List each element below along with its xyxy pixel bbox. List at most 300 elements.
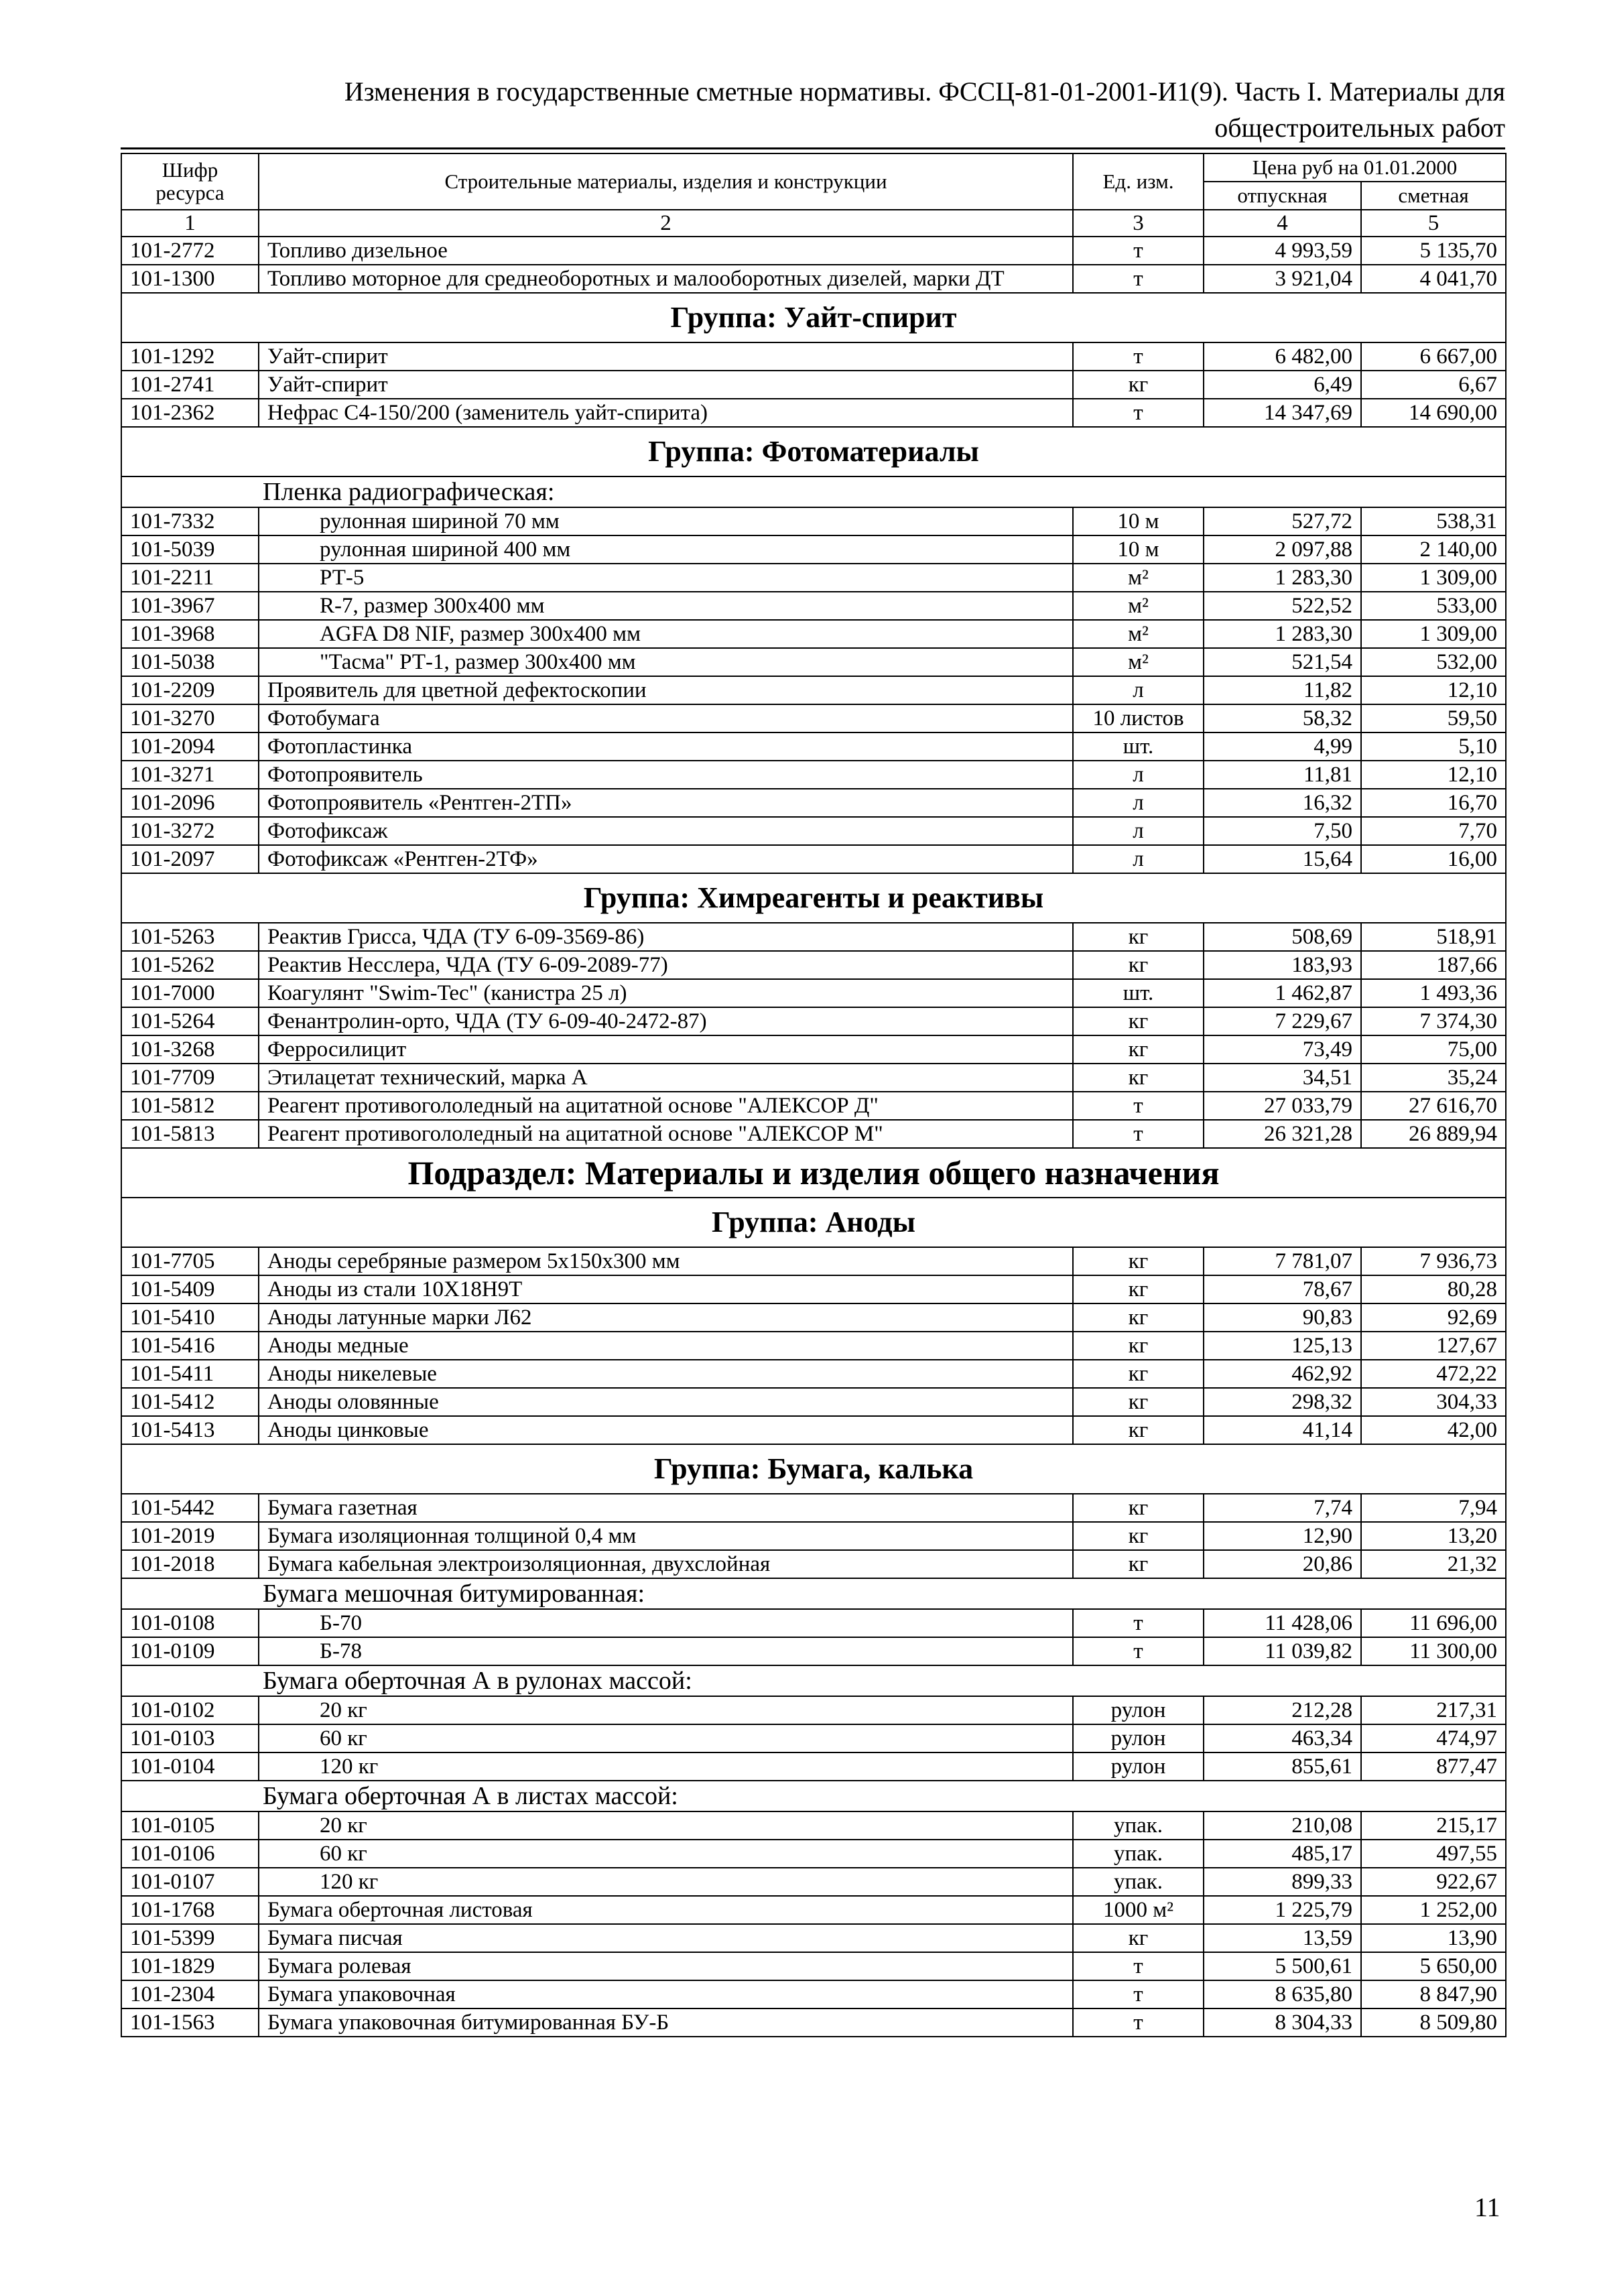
material-name: Уайт-спирит	[259, 371, 1073, 399]
table-row	[121, 1896, 1506, 1924]
unit-cell: кг	[1073, 1303, 1204, 1332]
subheading-text: Бумага оберточная А в листах массой:	[121, 1781, 1506, 1811]
group-row	[121, 873, 1506, 923]
table-row	[121, 789, 1506, 817]
material-name: Ферросилицит	[259, 1035, 1073, 1064]
estimate-price: 497,55	[1361, 1840, 1506, 1868]
release-price: 11,81	[1204, 761, 1361, 789]
unit-cell: кг	[1073, 1388, 1204, 1416]
material-name: Аноды цинковые	[259, 1416, 1073, 1444]
unit-cell: т	[1073, 342, 1204, 371]
release-price: 8 304,33	[1204, 2008, 1361, 2037]
estimate-price: 1 493,36	[1361, 979, 1506, 1007]
material-name: Б-78	[259, 1637, 1073, 1665]
estimate-price: 8 847,90	[1361, 1980, 1506, 2008]
release-price: 527,72	[1204, 507, 1361, 535]
unit-cell: т	[1073, 265, 1204, 293]
estimate-price: 8 509,80	[1361, 2008, 1506, 2037]
estimate-price: 7 936,73	[1361, 1247, 1506, 1275]
resource-code: 101-2018	[121, 1550, 259, 1578]
table-row	[121, 1980, 1506, 2008]
unit-cell: упак.	[1073, 1811, 1204, 1840]
group-row	[121, 1444, 1506, 1494]
release-price: 16,32	[1204, 789, 1361, 817]
release-price: 11,82	[1204, 676, 1361, 704]
release-price: 20,86	[1204, 1550, 1361, 1578]
material-name: Этилацетат технический, марка А	[259, 1064, 1073, 1092]
material-name: Реагент противогололедный на ацитатной основе "АЛЕКСОР М"	[259, 1120, 1073, 1148]
table-row	[121, 1811, 1506, 1840]
release-price: 13,59	[1204, 1924, 1361, 1952]
table-row	[121, 592, 1506, 620]
resource-code: 101-7705	[121, 1247, 259, 1275]
estimate-price: 7 374,30	[1361, 1007, 1506, 1035]
release-price: 4,99	[1204, 732, 1361, 761]
resource-code: 101-5262	[121, 951, 259, 979]
release-price: 8 635,80	[1204, 1980, 1361, 2008]
estimate-price: 2 140,00	[1361, 535, 1506, 564]
material-name: Аноды из стали 10Х18Н9Т	[259, 1275, 1073, 1303]
resource-code: 101-7000	[121, 979, 259, 1007]
material-name: Б-70	[259, 1609, 1073, 1637]
unit-cell: л	[1073, 817, 1204, 845]
material-name: Аноды медные	[259, 1332, 1073, 1360]
resource-code: 101-3268	[121, 1035, 259, 1064]
release-price: 1 225,79	[1204, 1896, 1361, 1924]
release-price: 73,49	[1204, 1035, 1361, 1064]
release-price: 521,54	[1204, 648, 1361, 676]
release-price: 4 993,59	[1204, 237, 1361, 265]
material-name: Бумага писчая	[259, 1924, 1073, 1952]
estimate-price: 92,69	[1361, 1303, 1506, 1332]
resource-code: 101-1768	[121, 1896, 259, 1924]
table-row	[121, 1388, 1506, 1416]
table-row	[121, 1275, 1506, 1303]
release-price: 3 921,04	[1204, 265, 1361, 293]
release-price: 1 462,87	[1204, 979, 1361, 1007]
unit-cell: т	[1073, 1637, 1204, 1665]
material-name: Аноды серебряные размером 5х150х300 мм	[259, 1247, 1073, 1275]
table-row	[121, 1303, 1506, 1332]
release-price: 41,14	[1204, 1416, 1361, 1444]
release-price: 14 347,69	[1204, 399, 1361, 427]
col-number: 1	[121, 210, 259, 237]
unit-cell: т	[1073, 237, 1204, 265]
col-header-release: отпускная	[1204, 182, 1361, 210]
estimate-price: 12,10	[1361, 761, 1506, 789]
estimate-price: 35,24	[1361, 1064, 1506, 1092]
estimate-price: 1 309,00	[1361, 620, 1506, 648]
table-row	[121, 620, 1506, 648]
release-price: 27 033,79	[1204, 1092, 1361, 1120]
estimate-price: 80,28	[1361, 1275, 1506, 1303]
resource-code: 101-5813	[121, 1120, 259, 1148]
unit-cell: кг	[1073, 1064, 1204, 1092]
material-name: Аноды латунные марки Л62	[259, 1303, 1073, 1332]
resource-code: 101-2019	[121, 1522, 259, 1550]
resource-code: 101-5264	[121, 1007, 259, 1035]
resource-code: 101-5399	[121, 1924, 259, 1952]
estimate-price: 1 309,00	[1361, 564, 1506, 592]
resource-code: 101-3270	[121, 704, 259, 732]
material-name: Реактив Грисса, ЧДА (ТУ 6-09-3569-86)	[259, 923, 1073, 951]
table-row	[121, 1035, 1506, 1064]
estimate-price: 75,00	[1361, 1035, 1506, 1064]
group-title: Группа: Фотоматериалы	[121, 427, 1506, 476]
subheading-text: Бумага оберточная А в рулонах массой:	[121, 1665, 1506, 1696]
table-row	[121, 1522, 1506, 1550]
table-row	[121, 979, 1506, 1007]
release-price: 508,69	[1204, 923, 1361, 951]
unit-cell: кг	[1073, 1035, 1204, 1064]
group-row	[121, 427, 1506, 476]
table-row	[121, 265, 1506, 293]
estimate-price: 1 252,00	[1361, 1896, 1506, 1924]
table-body	[121, 237, 1506, 2037]
release-price: 485,17	[1204, 1840, 1361, 1868]
material-name: Бумага изоляционная толщиной 0,4 мм	[259, 1522, 1073, 1550]
column-number-row	[121, 210, 1506, 237]
material-name: Уайт-спирит	[259, 342, 1073, 371]
header-rule	[121, 147, 1505, 149]
table-row	[121, 1360, 1506, 1388]
release-price: 462,92	[1204, 1360, 1361, 1388]
release-price: 855,61	[1204, 1752, 1361, 1781]
resource-code: 101-0106	[121, 1840, 259, 1868]
estimate-price: 217,31	[1361, 1696, 1506, 1724]
unit-cell: кг	[1073, 1332, 1204, 1360]
release-price: 12,90	[1204, 1522, 1361, 1550]
material-name: AGFA D8 NIF, размер 300х400 мм	[259, 620, 1073, 648]
resource-code: 101-2741	[121, 371, 259, 399]
header-line-2: общестроительных работ	[1214, 113, 1505, 143]
estimate-price: 187,66	[1361, 951, 1506, 979]
estimate-price: 7,70	[1361, 817, 1506, 845]
table-row	[121, 1724, 1506, 1752]
release-price: 212,28	[1204, 1696, 1361, 1724]
col-header-price: Цена руб на 01.01.2000	[1204, 153, 1506, 182]
resource-code: 101-5411	[121, 1360, 259, 1388]
page-header	[121, 74, 1505, 146]
unit-cell: кг	[1073, 1924, 1204, 1952]
group-title: Группа: Бумага, калька	[121, 1444, 1506, 1494]
resource-code: 101-5812	[121, 1092, 259, 1120]
table-row	[121, 1609, 1506, 1637]
release-price: 7 229,67	[1204, 1007, 1361, 1035]
table-row	[121, 761, 1506, 789]
release-price: 58,32	[1204, 704, 1361, 732]
release-price: 298,32	[1204, 1388, 1361, 1416]
estimate-price: 533,00	[1361, 592, 1506, 620]
unit-cell: кг	[1073, 1007, 1204, 1035]
material-name: 60 кг	[259, 1840, 1073, 1868]
unit-cell: т	[1073, 1980, 1204, 2008]
subheading-row	[121, 476, 1506, 507]
resource-code: 101-0107	[121, 1868, 259, 1896]
release-price: 463,34	[1204, 1724, 1361, 1752]
release-price: 78,67	[1204, 1275, 1361, 1303]
table-row	[121, 1752, 1506, 1781]
material-name: Фотопроявитель «Рентген-2ТП»	[259, 789, 1073, 817]
estimate-price: 13,90	[1361, 1924, 1506, 1952]
estimate-price: 5,10	[1361, 732, 1506, 761]
material-name: Бумага ролевая	[259, 1952, 1073, 1980]
unit-cell: т	[1073, 1092, 1204, 1120]
col-number: 2	[259, 210, 1073, 237]
subheading-row	[121, 1665, 1506, 1696]
estimate-price: 27 616,70	[1361, 1092, 1506, 1120]
material-name: Коагулянт "Swim-Tec" (канистра 25 л)	[259, 979, 1073, 1007]
table-row	[121, 1868, 1506, 1896]
unit-cell: рулон	[1073, 1752, 1204, 1781]
material-name: Топливо моторное для среднеоборотных и малооборотных дизелей, марки ДТ	[259, 265, 1073, 293]
col-header-estimate: сметная	[1361, 182, 1506, 210]
resource-code: 101-2094	[121, 732, 259, 761]
material-name: Фотофиксаж «Рентген-2ТФ»	[259, 845, 1073, 873]
resource-code: 101-3271	[121, 761, 259, 789]
unit-cell: шт.	[1073, 732, 1204, 761]
col-header-code: Шифр ресурса	[121, 153, 259, 210]
material-name: РТ-5	[259, 564, 1073, 592]
release-price: 899,33	[1204, 1868, 1361, 1896]
table-row	[121, 817, 1506, 845]
col-header-unit: Ед. изм.	[1073, 153, 1204, 210]
resource-code: 101-7709	[121, 1064, 259, 1092]
estimate-price: 7,94	[1361, 1494, 1506, 1522]
table-row	[121, 2008, 1506, 2037]
release-price: 26 321,28	[1204, 1120, 1361, 1148]
material-name: Бумага газетная	[259, 1494, 1073, 1522]
unit-cell: кг	[1073, 371, 1204, 399]
estimate-price: 11 300,00	[1361, 1637, 1506, 1665]
unit-cell: м²	[1073, 648, 1204, 676]
estimate-price: 11 696,00	[1361, 1609, 1506, 1637]
estimate-price: 304,33	[1361, 1388, 1506, 1416]
table-row	[121, 1952, 1506, 1980]
subheading-text: Бумага мешочная битумированная:	[121, 1578, 1506, 1609]
table-row	[121, 342, 1506, 371]
col-number: 4	[1204, 210, 1361, 237]
unit-cell: рулон	[1073, 1696, 1204, 1724]
release-price: 522,52	[1204, 592, 1361, 620]
resource-code: 101-0108	[121, 1609, 259, 1637]
unit-cell: т	[1073, 2008, 1204, 2037]
material-name: R-7, размер 300х400 мм	[259, 592, 1073, 620]
estimate-price: 21,32	[1361, 1550, 1506, 1578]
estimate-price: 16,70	[1361, 789, 1506, 817]
resource-code: 101-5409	[121, 1275, 259, 1303]
unit-cell: м²	[1073, 620, 1204, 648]
table-row	[121, 1247, 1506, 1275]
estimate-price: 922,67	[1361, 1868, 1506, 1896]
unit-cell: кг	[1073, 1416, 1204, 1444]
table-row	[121, 1494, 1506, 1522]
material-name: Аноды никелевые	[259, 1360, 1073, 1388]
table-row	[121, 1332, 1506, 1360]
resource-code: 101-5442	[121, 1494, 259, 1522]
col-number: 5	[1361, 210, 1506, 237]
estimate-price: 4 041,70	[1361, 265, 1506, 293]
release-price: 34,51	[1204, 1064, 1361, 1092]
resource-code: 101-2304	[121, 1980, 259, 2008]
release-price: 6 482,00	[1204, 342, 1361, 371]
resource-code: 101-5263	[121, 923, 259, 951]
estimate-price: 5 135,70	[1361, 237, 1506, 265]
unit-cell: л	[1073, 789, 1204, 817]
resource-code: 101-0105	[121, 1811, 259, 1840]
estimate-price: 518,91	[1361, 923, 1506, 951]
unit-cell: упак.	[1073, 1868, 1204, 1896]
resource-code: 101-1563	[121, 2008, 259, 2037]
estimate-price: 13,20	[1361, 1522, 1506, 1550]
group-title: Группа: Аноды	[121, 1198, 1506, 1247]
release-price: 5 500,61	[1204, 1952, 1361, 1980]
resource-code: 101-7332	[121, 507, 259, 535]
estimate-price: 6,67	[1361, 371, 1506, 399]
resource-code: 101-2096	[121, 789, 259, 817]
subheading-text: Пленка радиографическая:	[121, 476, 1506, 507]
resource-code: 101-5038	[121, 648, 259, 676]
release-price: 15,64	[1204, 845, 1361, 873]
material-name: Фенантролин-орто, ЧДА (ТУ 6-09-40-2472-87)	[259, 1007, 1073, 1035]
resource-code: 101-2097	[121, 845, 259, 873]
estimate-price: 538,31	[1361, 507, 1506, 535]
unit-cell: кг	[1073, 1275, 1204, 1303]
material-name: Фотофиксаж	[259, 817, 1073, 845]
unit-cell: кг	[1073, 1360, 1204, 1388]
table-row	[121, 535, 1506, 564]
unit-cell: т	[1073, 399, 1204, 427]
table-row	[121, 1416, 1506, 1444]
estimate-price: 6 667,00	[1361, 342, 1506, 371]
unit-cell: 10 м	[1073, 535, 1204, 564]
unit-cell: рулон	[1073, 1724, 1204, 1752]
table-row	[121, 1637, 1506, 1665]
material-name: 120 кг	[259, 1752, 1073, 1781]
resource-code: 101-0109	[121, 1637, 259, 1665]
material-name: Бумага оберточная листовая	[259, 1896, 1073, 1924]
release-price: 6,49	[1204, 371, 1361, 399]
unit-cell: т	[1073, 1609, 1204, 1637]
col-number: 3	[1073, 210, 1204, 237]
unit-cell: 10 м	[1073, 507, 1204, 535]
table-row	[121, 564, 1506, 592]
resource-code: 101-5416	[121, 1332, 259, 1360]
material-name: Реагент противогололедный на ацитатной основе "АЛЕКСОР Д"	[259, 1092, 1073, 1120]
resource-code: 101-5413	[121, 1416, 259, 1444]
release-price: 7,50	[1204, 817, 1361, 845]
table-row	[121, 1924, 1506, 1952]
material-name: Реактив Несслера, ЧДА (ТУ 6-09-2089-77)	[259, 951, 1073, 979]
material-name: Нефрас С4-150/200 (заменитель уайт-спирита)	[259, 399, 1073, 427]
estimate-price: 5 650,00	[1361, 1952, 1506, 1980]
table-head	[121, 153, 1506, 237]
unit-cell: т	[1073, 1952, 1204, 1980]
price-table	[121, 153, 1507, 2037]
table-row	[121, 845, 1506, 873]
unit-cell: л	[1073, 845, 1204, 873]
material-name: Бумага кабельная электроизоляционная, двухслойная	[259, 1550, 1073, 1578]
table-row	[121, 507, 1506, 535]
estimate-price: 474,97	[1361, 1724, 1506, 1752]
table-row	[121, 648, 1506, 676]
estimate-price: 16,00	[1361, 845, 1506, 873]
group-title: Группа: Химреагенты и реактивы	[121, 873, 1506, 923]
table-row	[121, 371, 1506, 399]
material-name: 20 кг	[259, 1811, 1073, 1840]
release-price: 210,08	[1204, 1811, 1361, 1840]
subsection-row	[121, 1148, 1506, 1198]
resource-code: 101-2211	[121, 564, 259, 592]
release-price: 11 428,06	[1204, 1609, 1361, 1637]
estimate-price: 127,67	[1361, 1332, 1506, 1360]
unit-cell: т	[1073, 1120, 1204, 1148]
estimate-price: 215,17	[1361, 1811, 1506, 1840]
resource-code: 101-5410	[121, 1303, 259, 1332]
resource-code: 101-5039	[121, 535, 259, 564]
header-line-1: Изменения в государственные сметные нормативы. ФССЦ-81-01-2001-И1(9). Часть I. Материалы для	[344, 76, 1505, 107]
estimate-price: 12,10	[1361, 676, 1506, 704]
subheading-row	[121, 1578, 1506, 1609]
material-name: Бумага упаковочная	[259, 1980, 1073, 2008]
release-price: 11 039,82	[1204, 1637, 1361, 1665]
release-price: 7,74	[1204, 1494, 1361, 1522]
col-header-name: Строительные материалы, изделия и конструкции	[259, 153, 1073, 210]
unit-cell: кг	[1073, 923, 1204, 951]
subsection-title: Подраздел: Материалы и изделия общего назначения	[121, 1148, 1506, 1198]
resource-code: 101-2772	[121, 237, 259, 265]
resource-code: 101-1300	[121, 265, 259, 293]
unit-cell: л	[1073, 761, 1204, 789]
material-name: рулонная шириной 70 мм	[259, 507, 1073, 535]
table-row	[121, 704, 1506, 732]
unit-cell: кг	[1073, 1494, 1204, 1522]
table-row	[121, 237, 1506, 265]
resource-code: 101-0104	[121, 1752, 259, 1781]
material-name: Бумага упаковочная битумированная БУ-Б	[259, 2008, 1073, 2037]
release-price: 90,83	[1204, 1303, 1361, 1332]
release-price: 125,13	[1204, 1332, 1361, 1360]
material-name: рулонная шириной 400 мм	[259, 535, 1073, 564]
unit-cell: 10 листов	[1073, 704, 1204, 732]
estimate-price: 42,00	[1361, 1416, 1506, 1444]
material-name: Топливо дизельное	[259, 237, 1073, 265]
unit-cell: м²	[1073, 592, 1204, 620]
table-row	[121, 923, 1506, 951]
unit-cell: л	[1073, 676, 1204, 704]
material-name: Аноды оловянные	[259, 1388, 1073, 1416]
resource-code: 101-5412	[121, 1388, 259, 1416]
unit-cell: кг	[1073, 1550, 1204, 1578]
table-row	[121, 1007, 1506, 1035]
resource-code: 101-3272	[121, 817, 259, 845]
material-name: 120 кг	[259, 1868, 1073, 1896]
material-name: "Тасма" РТ-1, размер 300х400 мм	[259, 648, 1073, 676]
estimate-price: 877,47	[1361, 1752, 1506, 1781]
release-price: 1 283,30	[1204, 564, 1361, 592]
estimate-price: 14 690,00	[1361, 399, 1506, 427]
table-row	[121, 1064, 1506, 1092]
material-name: Фотобумага	[259, 704, 1073, 732]
estimate-price: 472,22	[1361, 1360, 1506, 1388]
resource-code: 101-3967	[121, 592, 259, 620]
subheading-row	[121, 1781, 1506, 1811]
release-price: 2 097,88	[1204, 535, 1361, 564]
table-row	[121, 1696, 1506, 1724]
estimate-price: 26 889,94	[1361, 1120, 1506, 1148]
group-row	[121, 1198, 1506, 1247]
table-row	[121, 732, 1506, 761]
